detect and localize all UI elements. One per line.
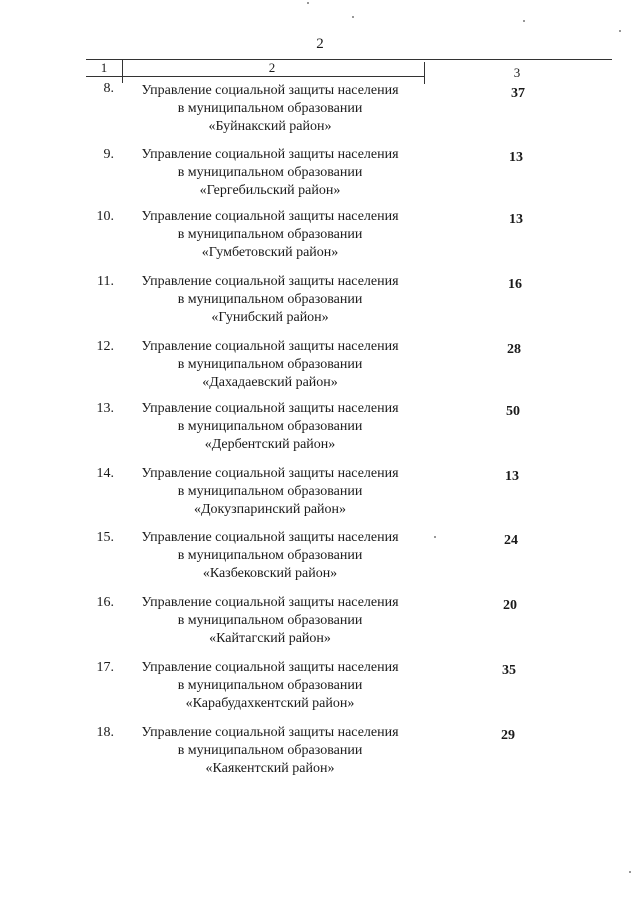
row-value: 13 (505, 469, 519, 484)
row-line: Управление социальной защиты населения (141, 209, 399, 224)
row-line: в муниципальном образовании (177, 227, 363, 242)
row-line: «Дахадаевский район» (202, 375, 338, 390)
table-row (86, 400, 612, 464)
row-line: Управление социальной защиты населения (141, 401, 399, 416)
row-institution (120, 146, 420, 200)
row-line: в муниципальном образовании (177, 678, 363, 693)
row-line: Управление социальной защиты населения (141, 725, 399, 740)
row-number: 17. (96, 660, 114, 675)
row-line: «Гумбетовский район» (201, 245, 339, 260)
row-line: в муниципальном образовании (177, 548, 363, 563)
scan-speck (352, 16, 354, 18)
row-institution (120, 273, 420, 327)
row-institution (120, 82, 420, 136)
row-institution (120, 338, 420, 392)
row-line: в муниципальном образовании (177, 165, 363, 180)
row-institution (120, 465, 420, 519)
row-line: в муниципальном образовании (177, 484, 363, 499)
row-institution (120, 529, 420, 583)
table-row (86, 146, 612, 210)
row-line: Управление социальной защиты населения (141, 339, 399, 354)
table-row (86, 208, 612, 272)
row-number: 16. (96, 595, 114, 610)
scan-speck (434, 536, 436, 538)
scan-speck (629, 871, 631, 873)
row-number: 11. (97, 274, 114, 289)
row-number: 15. (96, 530, 114, 545)
table-row (86, 273, 612, 337)
row-line: «Дербентский район» (204, 437, 336, 452)
row-number: 14. (96, 466, 114, 481)
row-value: 13 (509, 212, 523, 227)
row-number: 10. (96, 209, 114, 224)
row-line: в муниципальном образовании (177, 357, 363, 372)
row-value: 50 (506, 404, 520, 419)
row-institution (120, 400, 420, 454)
scan-speck (619, 30, 621, 32)
row-value: 35 (502, 663, 516, 678)
scan-speck (523, 20, 525, 22)
row-number: 9. (103, 147, 114, 162)
row-number: 12. (96, 339, 114, 354)
row-value: 16 (508, 277, 522, 292)
page-number: 2 (316, 36, 324, 52)
row-institution (120, 594, 420, 648)
table-row (86, 82, 612, 146)
row-institution (120, 208, 420, 262)
row-number: 18. (96, 725, 114, 740)
row-institution (120, 659, 420, 713)
row-number: 13. (96, 401, 114, 416)
row-line: Управление социальной защиты населения (141, 660, 399, 675)
row-line: «Кайтагский район» (209, 631, 331, 646)
row-line: в муниципальном образовании (177, 101, 363, 116)
row-value: 13 (509, 150, 523, 165)
row-number: 8. (103, 81, 114, 96)
row-value: 37 (511, 86, 525, 101)
table-row (86, 338, 612, 402)
scan-speck (307, 2, 309, 4)
row-line: в муниципальном образовании (177, 613, 363, 628)
row-value: 28 (507, 342, 521, 357)
row-value: 29 (501, 728, 515, 743)
row-line: «Буйнакский район» (208, 119, 332, 134)
row-line: «Гергебильский район» (199, 183, 341, 198)
header-col-3: 3 (513, 65, 521, 80)
header-col-2: 2 (268, 60, 276, 75)
table-row (86, 529, 612, 593)
row-line: в муниципальном образовании (177, 419, 363, 434)
row-value: 20 (503, 598, 517, 613)
row-line: Управление социальной защиты населения (141, 530, 399, 545)
row-line: «Казбековский район» (202, 566, 338, 581)
table-row (86, 724, 612, 788)
table-row (86, 594, 612, 658)
row-line: Управление социальной защиты населения (141, 147, 399, 162)
row-line: Управление социальной защиты населения (141, 595, 399, 610)
row-line: Управление социальной защиты населения (141, 83, 399, 98)
row-line: Управление социальной защиты населения (141, 274, 399, 289)
header-divider (424, 62, 425, 84)
header-underline (86, 76, 424, 77)
row-line: в муниципальном образовании (177, 743, 363, 758)
row-line: «Гунибский район» (211, 310, 329, 325)
row-value: 24 (504, 533, 518, 548)
row-line: в муниципальном образовании (177, 292, 363, 307)
table-row (86, 465, 612, 529)
row-institution (120, 724, 420, 778)
header-col-1: 1 (100, 60, 108, 75)
row-line: Управление социальной защиты населения (141, 466, 399, 481)
header-divider (122, 59, 123, 83)
row-line: «Карабудахкентский район» (185, 696, 355, 711)
row-line: «Докузпаринский район» (193, 502, 347, 517)
table-row (86, 659, 612, 723)
row-line: «Каякентский район» (205, 761, 335, 776)
